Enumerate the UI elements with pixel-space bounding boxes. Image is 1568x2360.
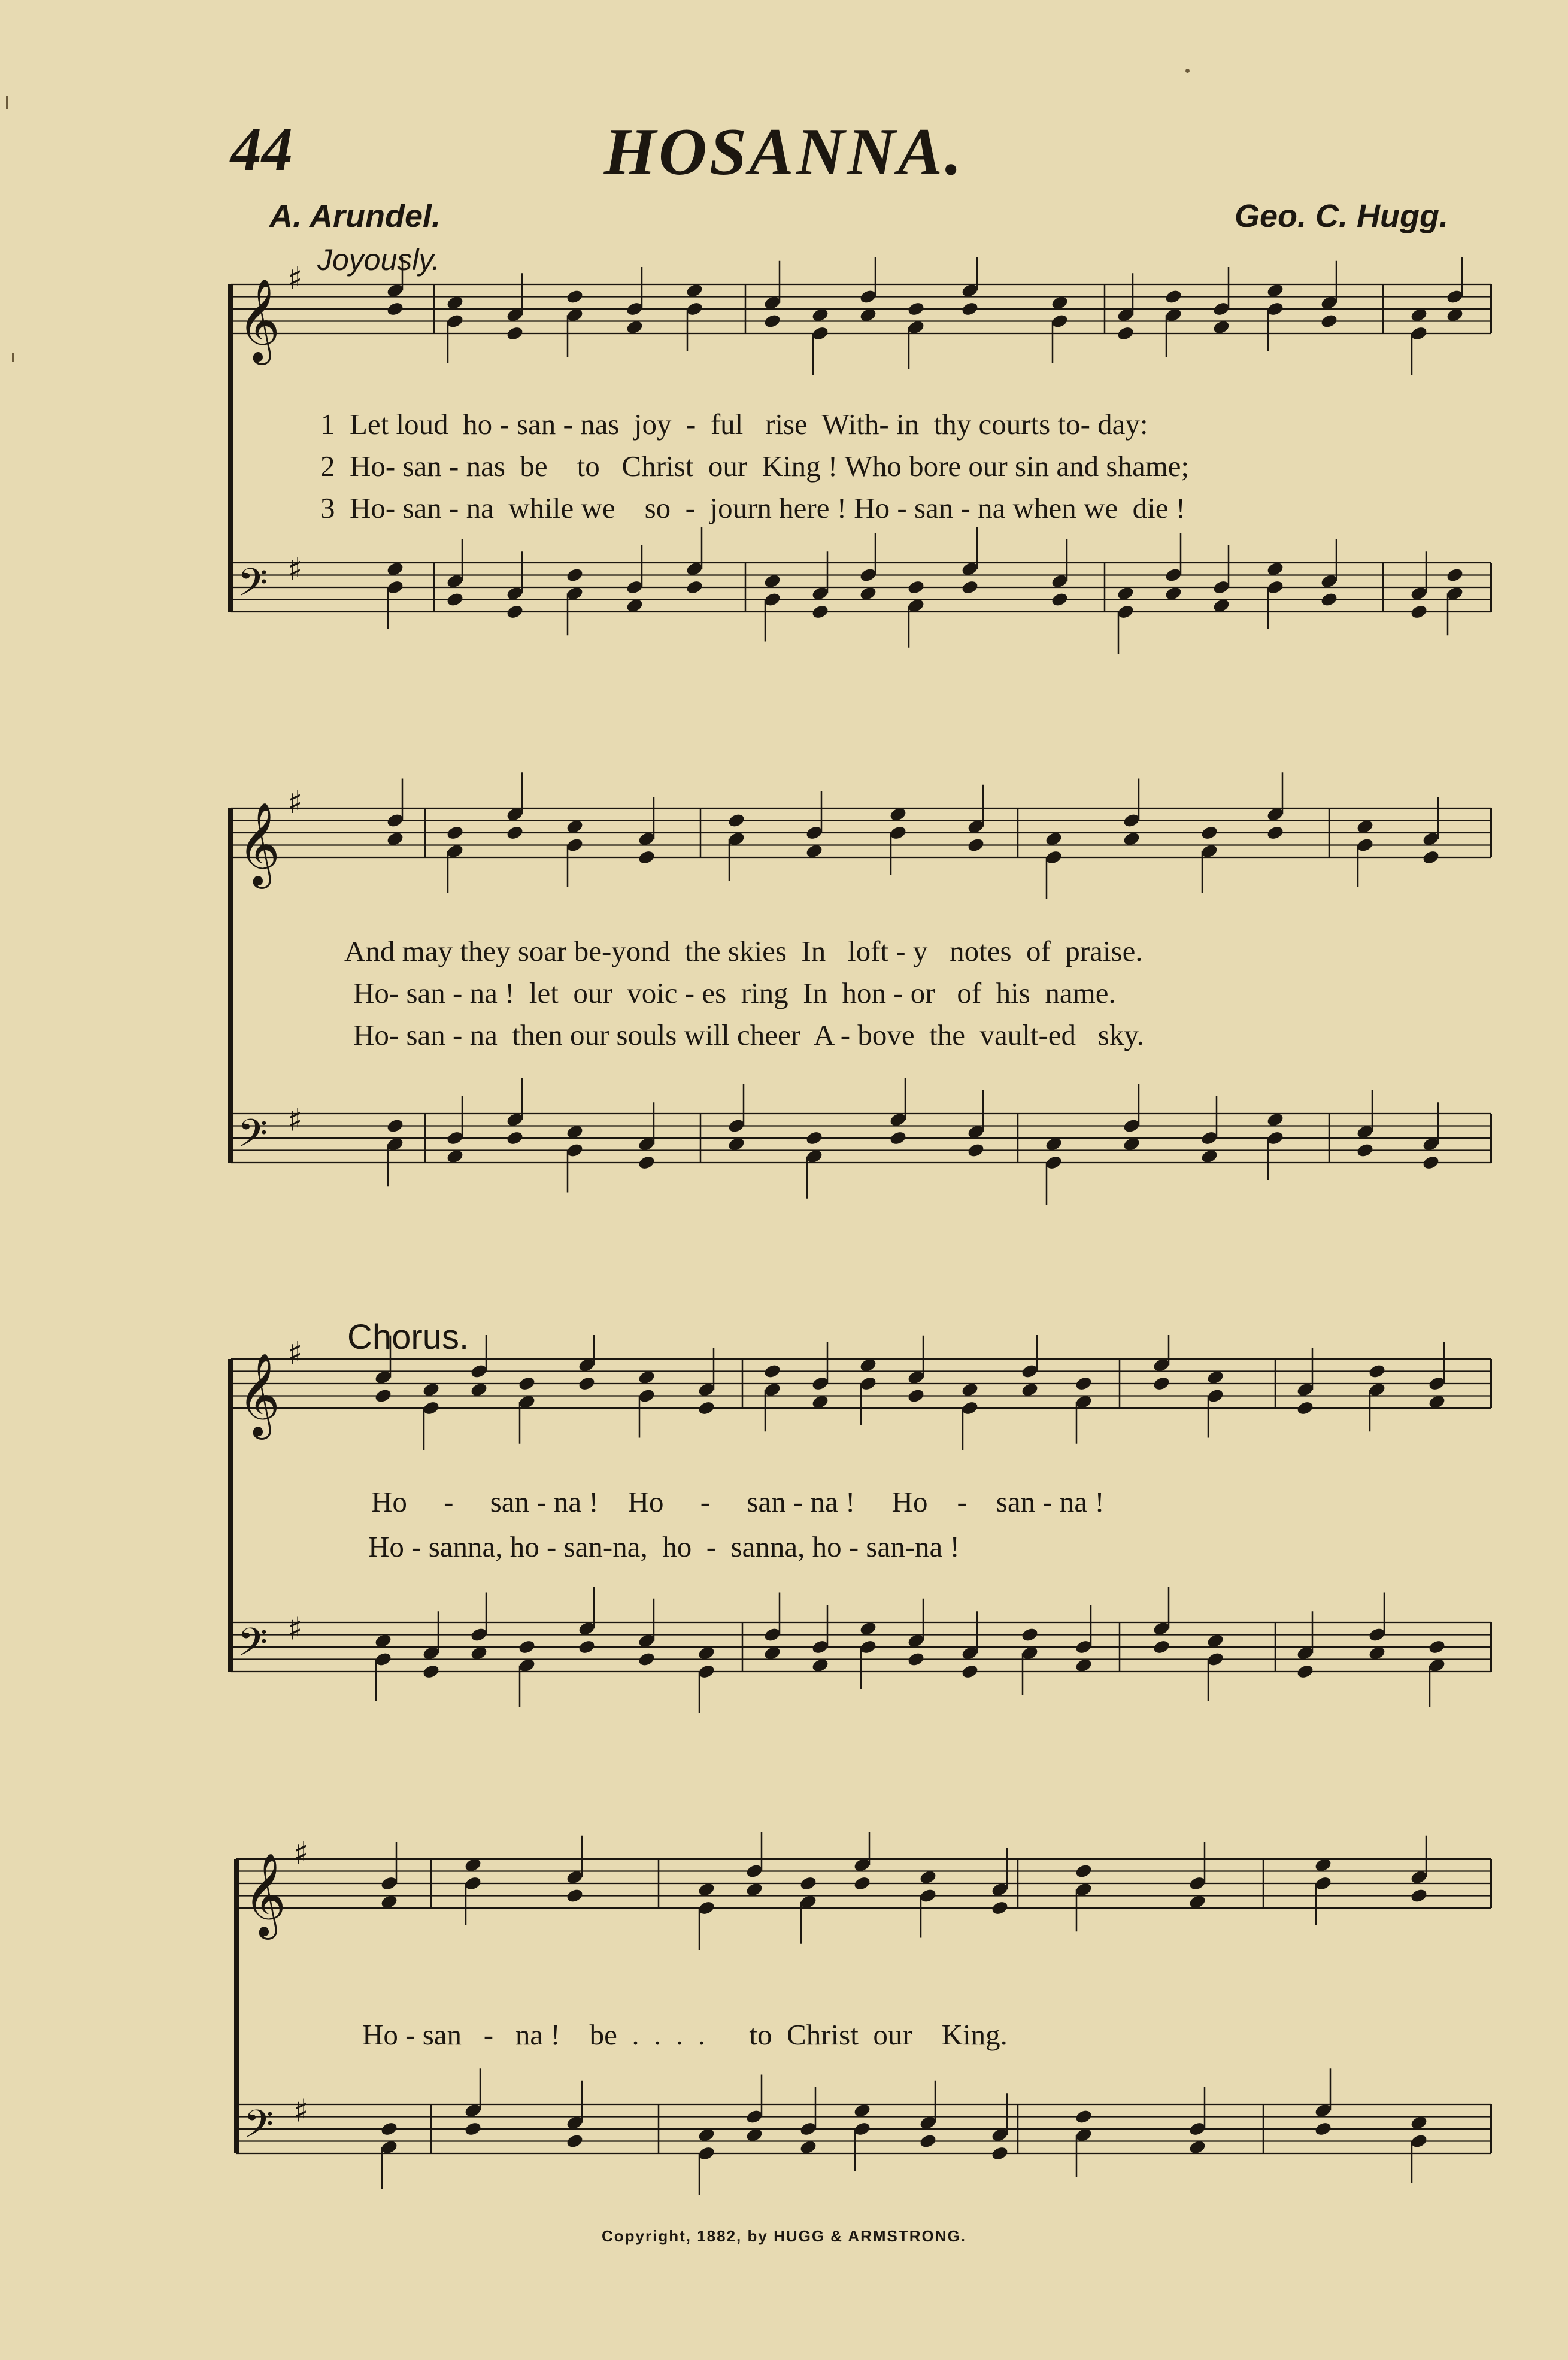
notehead bbox=[577, 1639, 596, 1655]
notehead bbox=[386, 1118, 404, 1134]
notehead bbox=[637, 1651, 656, 1667]
copyright-notice: Copyright, 1882, by HUGG & ARMSTRONG. bbox=[602, 2227, 966, 2245]
notehead bbox=[1427, 1639, 1446, 1655]
lyric-chorus-line-2: Ho - sanna, ho - san-na, ho - sanna, ho - san-na ! bbox=[368, 1530, 960, 1563]
notehead bbox=[637, 1154, 656, 1170]
notehead bbox=[505, 1130, 524, 1146]
notehead bbox=[811, 603, 829, 620]
notehead bbox=[505, 603, 524, 620]
margin-mark bbox=[12, 353, 14, 362]
notehead bbox=[888, 1130, 907, 1146]
notehead bbox=[697, 1400, 715, 1416]
notehead bbox=[763, 1363, 781, 1379]
song-title: HOSANNA. bbox=[603, 115, 965, 189]
notehead bbox=[906, 1651, 925, 1667]
notehead bbox=[990, 1900, 1009, 1916]
notehead bbox=[1320, 591, 1338, 608]
notehead bbox=[1152, 1375, 1170, 1391]
notehead bbox=[1200, 824, 1218, 841]
notehead bbox=[1355, 1142, 1374, 1158]
notehead bbox=[966, 837, 985, 853]
sharp-icon: ♯ bbox=[293, 2093, 309, 2130]
notehead bbox=[565, 1888, 584, 1904]
tempo-marking: Joyously. bbox=[317, 243, 440, 277]
notehead bbox=[1409, 1888, 1428, 1904]
sharp-icon: ♯ bbox=[287, 551, 303, 588]
notehead bbox=[1320, 313, 1338, 329]
sharp-icon: ♯ bbox=[287, 1336, 303, 1372]
composer-credit: Geo. C. Hugg. bbox=[1235, 198, 1448, 234]
notehead bbox=[1296, 1663, 1314, 1679]
lyricist-credit: A. Arundel. bbox=[269, 198, 441, 234]
lyric-verse-1: And may they soar be-yond the skies In loft - y notes of praise. bbox=[344, 935, 1143, 967]
bass-clef-icon: 𝄢 bbox=[238, 1620, 268, 1675]
notehead bbox=[763, 313, 781, 329]
lyric-verse-3: 3 Ho- san - na while we so - journ here ! Ho - san - na when we die ! bbox=[320, 492, 1186, 524]
notehead bbox=[685, 579, 703, 595]
lyric-verse-2: 2 Ho- san - nas be to Christ our King ! Who bore our sin and shame; bbox=[320, 450, 1190, 483]
notehead bbox=[1421, 1154, 1440, 1170]
notehead bbox=[966, 1142, 985, 1158]
margin-mark bbox=[1185, 69, 1190, 73]
notehead bbox=[637, 849, 656, 865]
lyric-verse-1: 1 Let loud ho - san - nas joy - ful rise With- in thy courts to- day: bbox=[320, 408, 1148, 441]
treble-clef-icon: 𝄞 bbox=[238, 802, 280, 885]
sharp-icon: ♯ bbox=[293, 1836, 309, 1872]
notehead bbox=[1074, 1863, 1093, 1879]
chorus-label: Chorus. bbox=[347, 1318, 469, 1357]
sharp-icon: ♯ bbox=[287, 1102, 303, 1139]
notehead bbox=[380, 2121, 398, 2137]
page-number: 44 bbox=[231, 115, 293, 184]
lyric-final-line: Ho - san - na ! be . . . . to Christ our King. bbox=[362, 2018, 1008, 2051]
treble-clef-icon: 𝄞 bbox=[238, 278, 280, 362]
notehead bbox=[960, 579, 979, 595]
notehead bbox=[990, 2145, 1009, 2161]
notehead bbox=[1296, 1400, 1314, 1416]
lyric-verse-3: Ho- san - na then our souls will cheer A - bove the vault-ed sky. bbox=[353, 1018, 1144, 1051]
notehead bbox=[1164, 289, 1182, 305]
notehead bbox=[1314, 2121, 1332, 2137]
notehead bbox=[853, 1875, 871, 1891]
notehead bbox=[1152, 1639, 1170, 1655]
lyric-chorus-line-1: Ho - san - na ! Ho - san - na ! Ho - san - na ! bbox=[371, 1485, 1105, 1518]
notehead bbox=[906, 1388, 925, 1404]
notehead bbox=[906, 301, 925, 317]
notehead bbox=[463, 2121, 482, 2137]
notehead bbox=[565, 289, 584, 305]
notehead bbox=[1116, 325, 1135, 341]
treble-clef-icon: 𝄞 bbox=[238, 1353, 280, 1436]
notehead bbox=[960, 1663, 979, 1679]
notehead bbox=[505, 824, 524, 841]
notehead bbox=[505, 325, 524, 341]
margin-mark bbox=[6, 96, 8, 109]
notehead bbox=[799, 1875, 817, 1891]
notehead bbox=[1409, 603, 1428, 620]
bass-clef-icon: 𝄢 bbox=[244, 2102, 274, 2156]
notehead bbox=[445, 591, 464, 608]
notehead bbox=[517, 1639, 536, 1655]
notehead bbox=[1074, 2109, 1093, 2125]
notehead bbox=[1020, 1627, 1039, 1643]
notehead bbox=[565, 567, 584, 583]
notehead bbox=[386, 301, 404, 317]
sharp-icon: ♯ bbox=[287, 261, 303, 298]
notehead bbox=[1074, 1375, 1093, 1391]
notehead bbox=[727, 812, 745, 829]
treble-clef-icon: 𝄞 bbox=[244, 1853, 286, 1936]
notehead bbox=[906, 579, 925, 595]
bass-clef-icon: 𝄢 bbox=[238, 1111, 268, 1166]
notehead bbox=[1266, 824, 1284, 841]
notehead bbox=[565, 2133, 584, 2149]
notehead bbox=[1367, 1363, 1386, 1379]
notehead bbox=[960, 301, 979, 317]
notehead bbox=[1445, 567, 1464, 583]
notehead bbox=[1050, 591, 1069, 608]
sharp-icon: ♯ bbox=[287, 785, 303, 821]
bass-clef-icon: 𝄢 bbox=[238, 560, 268, 615]
sharp-icon: ♯ bbox=[287, 1611, 303, 1648]
notehead bbox=[1421, 849, 1440, 865]
notehead bbox=[445, 824, 464, 841]
notehead bbox=[421, 1663, 440, 1679]
notehead bbox=[918, 2133, 937, 2149]
lyric-verse-2: Ho- san - na ! let our voic - es ring In hon - or of his name. bbox=[353, 976, 1116, 1009]
notehead bbox=[517, 1375, 536, 1391]
notehead bbox=[805, 1130, 823, 1146]
notehead bbox=[577, 1375, 596, 1391]
notehead bbox=[374, 1388, 392, 1404]
